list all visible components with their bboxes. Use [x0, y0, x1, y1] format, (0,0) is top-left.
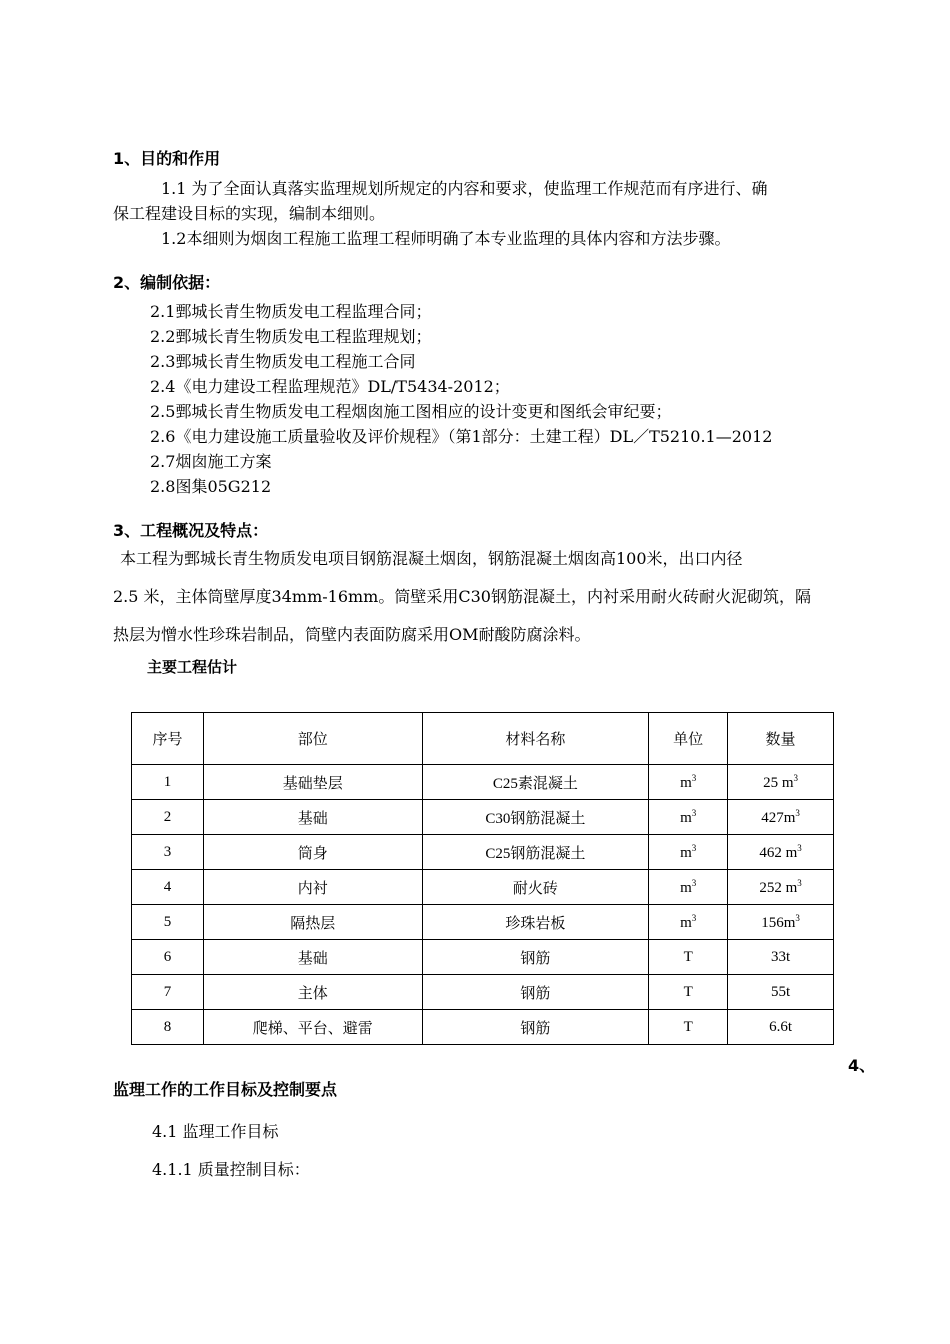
table-row: [132, 940, 834, 975]
table-cell: 钢筋: [422, 940, 649, 975]
cube-superscript: 3: [795, 807, 800, 818]
cube-superscript: 3: [691, 842, 697, 853]
quantity-text: 462 m: [759, 844, 798, 861]
section-1-heading: 1、目的和作用: [113, 149, 221, 168]
table-cell: [649, 800, 728, 835]
table-cell: 3: [132, 835, 204, 870]
table-cell: T: [649, 940, 728, 975]
table-cell: 55t: [728, 975, 834, 1010]
quantity-estimate-table: [131, 712, 834, 1045]
unit-text: m: [680, 809, 692, 826]
cube-superscript: 3: [797, 842, 802, 853]
table-cell: 6: [132, 940, 204, 975]
unit-text: m: [680, 914, 692, 931]
section-1-paragraph-1-line-2: 保工程建设目标的实现，编制本细则。: [113, 204, 386, 223]
table-row: [132, 835, 834, 870]
subsection-4-1: 4.1 监理工作目标: [152, 1122, 279, 1141]
table-cell: 33t: [728, 940, 834, 975]
section-2-heading: 2、编制依据：: [113, 273, 221, 292]
section-1-paragraph-1-line-1: 1.1 为了全面认真落实监理规划所规定的内容和要求，使监理工作规范而有序进行、确: [161, 179, 768, 198]
section-3-heading: 3、工程概况及特点：: [113, 521, 269, 540]
table-cell: [728, 870, 834, 905]
table-cell: 珍珠岩板: [422, 905, 649, 940]
table-cell: 内衬: [203, 870, 422, 905]
table-cell: 主体: [203, 975, 422, 1010]
basis-item: 2.7烟囱施工方案: [150, 452, 272, 471]
table-cell: [649, 835, 728, 870]
unit-text: m: [680, 879, 692, 896]
table-cell: 基础垫层: [203, 765, 422, 800]
table-row: [132, 870, 834, 905]
table-cell: [728, 800, 834, 835]
basis-item: 2.1鄄城长青生物质发电工程监理合同；: [150, 302, 432, 321]
unit-text: m: [680, 774, 692, 791]
quantity-text: 427m: [761, 809, 796, 826]
quantity-text: 156m: [761, 914, 796, 931]
table-cell: 2: [132, 800, 204, 835]
basis-item: 2.5鄄城长青生物质发电工程烟囱施工图相应的设计变更和图纸会审纪要；: [150, 402, 672, 421]
table-row: [132, 975, 834, 1010]
cube-superscript: 3: [797, 877, 802, 888]
basis-item: 2.8图集05G212: [150, 477, 272, 496]
table-row: [132, 1010, 834, 1045]
cube-superscript: 3: [691, 807, 697, 818]
table-row: [132, 800, 834, 835]
table-title: 主要工程估计: [147, 658, 238, 676]
basis-item: 2.2鄄城长青生物质发电工程监理规划；: [150, 327, 432, 346]
table-row: [132, 905, 834, 940]
table-cell: 4: [132, 870, 204, 905]
table-cell: C25素混凝土: [422, 765, 649, 800]
table-header-row: [132, 713, 834, 765]
table-cell: [649, 765, 728, 800]
table-cell: 隔热层: [203, 905, 422, 940]
cube-superscript: 3: [795, 912, 800, 923]
table-cell: [728, 835, 834, 870]
basis-item: 2.3鄄城长青生物质发电工程施工合同: [150, 352, 416, 371]
table-cell: 8: [132, 1010, 204, 1045]
section-4-heading: 监理工作的工作目标及控制要点: [113, 1080, 338, 1099]
table-cell: [728, 765, 834, 800]
header-cell: 数量: [728, 713, 834, 765]
table-cell: 7: [132, 975, 204, 1010]
cube-superscript: 3: [691, 877, 697, 888]
table-cell: [649, 905, 728, 940]
cube-superscript: 3: [793, 772, 798, 783]
subsection-4-1-1: 4.1.1 质量控制目标：: [152, 1160, 310, 1179]
section-1-paragraph-2: 1.2本细则为烟囱工程施工监理工程师明确了本专业监理的具体内容和方法步骤。: [161, 229, 731, 248]
table-cell: 钢筋: [422, 1010, 649, 1045]
cube-superscript: 3: [691, 772, 697, 783]
table-cell: C30钢筋混凝土: [422, 800, 649, 835]
quantity-text: 252 m: [759, 879, 798, 896]
table-cell: 5: [132, 905, 204, 940]
cube-superscript: 3: [691, 912, 697, 923]
section-4-number: 4、: [848, 1056, 876, 1075]
table-cell: C25钢筋混凝土: [422, 835, 649, 870]
table-cell: 钢筋: [422, 975, 649, 1010]
header-cell: 材料名称: [422, 713, 649, 765]
table-cell: T: [649, 975, 728, 1010]
header-cell: 序号: [132, 713, 204, 765]
table-cell: 筒身: [203, 835, 422, 870]
quantity-text: 25 m: [763, 774, 794, 791]
table-cell: 爬梯、平台、避雷: [203, 1010, 422, 1045]
table-cell: [728, 905, 834, 940]
overview-line-1: 本工程为鄄城长青生物质发电项目钢筋混凝土烟囱，钢筋混凝土烟囱高100米，出口内径: [120, 549, 743, 568]
table-row: [132, 765, 834, 800]
table-cell: [649, 870, 728, 905]
table-cell: 1: [132, 765, 204, 800]
table-cell: 耐火砖: [422, 870, 649, 905]
basis-item: 2.4《电力建设工程监理规范》DL/T5434-2012；: [150, 377, 510, 396]
table-cell: 基础: [203, 940, 422, 975]
header-cell: 部位: [203, 713, 422, 765]
header-cell: 单位: [649, 713, 728, 765]
table-cell: 6.6t: [728, 1010, 834, 1045]
table-cell: 基础: [203, 800, 422, 835]
overview-line-3: 热层为憎水性珍珠岩制品，筒壁内表面防腐采用OM耐酸防腐涂料。: [113, 625, 591, 644]
table-cell: T: [649, 1010, 728, 1045]
basis-item: 2.6《电力建设施工质量验收及评价规程》（第1部分：土建工程）DL／T5210.1—2012: [150, 427, 773, 446]
overview-line-2: 2.5 米，主体筒壁厚度34mm-16mm。筒壁采用C30钢筋混凝土，内衬采用耐火砖耐火泥砌筑，隔: [113, 587, 811, 606]
unit-text: m: [680, 844, 692, 861]
